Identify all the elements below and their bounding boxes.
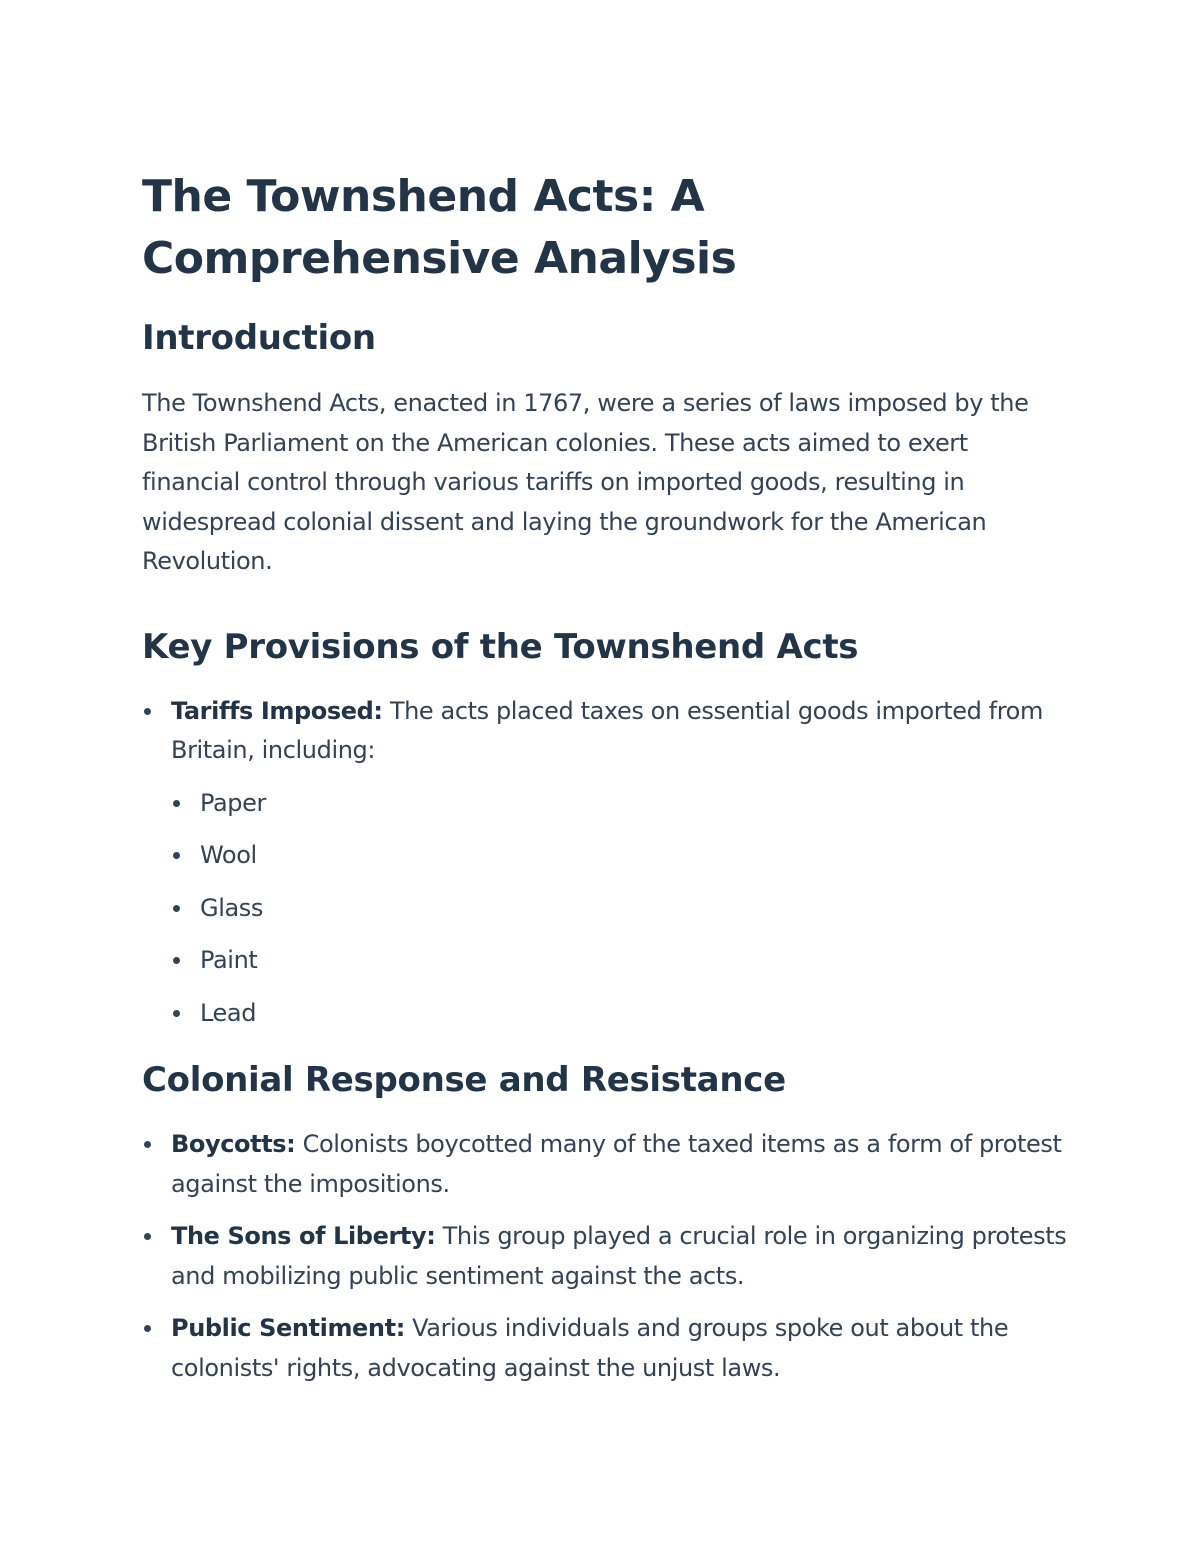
bullet-icon [173,1010,180,1017]
bullet-icon [173,905,180,912]
sub-list-item: Glass [171,889,1072,929]
list-item-public-sentiment [142,1309,1072,1388]
item-text: Various individuals and groups spoke out about the colonists' rights, advocating against the unjust laws. [171,1314,1009,1382]
item-text: This group played a crucial role in organizing protests and mobilizing public sentiment against the acts. [171,1222,1067,1290]
item-text: The acts placed taxes on essential goods imported from Britain, including: [171,696,1043,764]
document-title: The Townshend Acts: A Comprehensive Analysis [142,171,737,284]
introduction-paragraph: The Townshend Acts, enacted in 1767, were a series of laws imposed by the British Parliament on the American colonies. These acts aimed to exert financial control through various tariffs on imported goods, resulting in widespread colonial dissent and laying the groundwork for the American Revolution. [142,389,1029,575]
tariffed-goods-list [171,784,1072,1034]
bullet-icon [144,1325,151,1332]
list-item-boycotts [142,1125,1072,1204]
bullet-icon [144,1233,151,1240]
colonial-response-list [142,1125,1072,1388]
term-label: Public Sentiment: [171,1314,405,1342]
item-text: Colonists boycotted many of the taxed items as a form of protest against the impositions. [171,1130,1062,1198]
list-item-sons-of-liberty [142,1217,1072,1296]
key-provisions-list [142,692,1072,1034]
term-label: Boycotts: [171,1130,296,1158]
bullet-icon [144,708,151,715]
list-item-tariffs-imposed [142,692,1072,1034]
sub-list-item: Lead [171,994,1072,1034]
term-label: Tariffs Imposed: [171,696,383,725]
section-heading-introduction: Introduction [142,318,376,358]
document-page [142,166,1072,1388]
bullet-icon [144,1141,151,1148]
bullet-icon [173,957,180,964]
term-label: The Sons of Liberty: [171,1222,436,1250]
sub-list-item: Wool [171,836,1072,876]
sub-list-item: Paper [171,784,1072,824]
bullet-icon [173,852,180,859]
bullet-icon [173,800,180,807]
section-heading-key-provisions: Key Provisions of the Townshend Acts [142,626,859,667]
section-heading-colonial-response: Colonial Response and Resistance [142,1060,786,1100]
sub-list-item: Paint [171,941,1072,981]
